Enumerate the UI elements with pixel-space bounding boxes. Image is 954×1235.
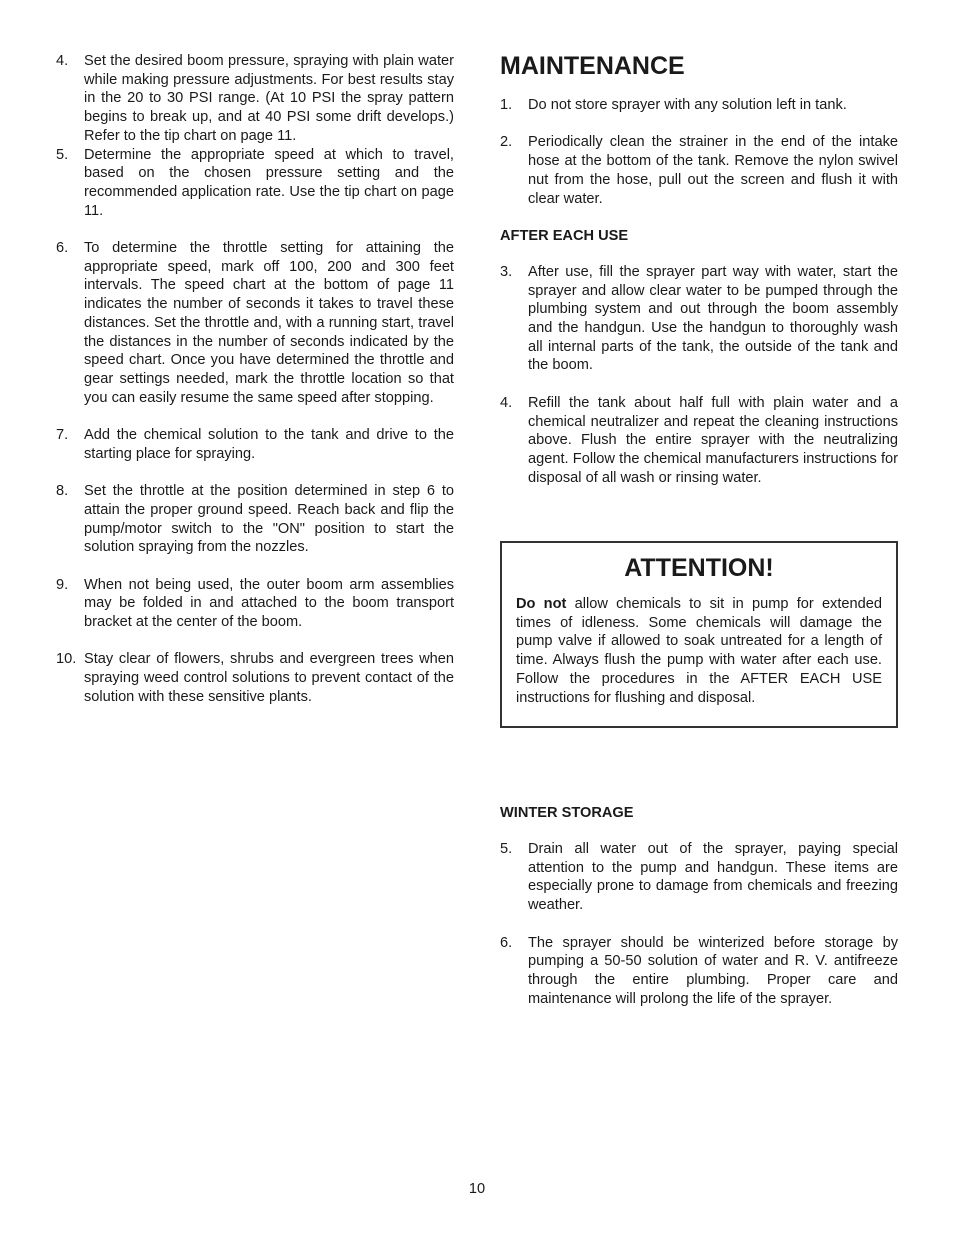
item-text: Periodically clean the strainer in the end of the intake hose at the bottom of the tank. Remove the nylon swivel nut from the hose, pull out the screen and flush it with clear water. (528, 134, 898, 207)
subsection-heading: WINTER STORAGE (500, 805, 634, 821)
page-number: 10 (468, 1181, 486, 1197)
attention-text (516, 595, 882, 707)
list-item (56, 482, 454, 557)
item-number: 9. (56, 576, 69, 593)
attention-box (500, 541, 898, 728)
list-item (500, 840, 898, 915)
list-item (500, 263, 898, 375)
subsection-heading: AFTER EACH USE (500, 227, 629, 244)
item-text: Do not store sprayer with any solution left in tank. (528, 97, 847, 113)
item-text: Stay clear of flowers, shrubs and evergreen trees when spraying weed control solutions to prevent contact of the solution with these sensitive plants. (84, 651, 454, 705)
section-title: MAINTENANCE (500, 52, 685, 80)
attention-title: ATTENTION! (624, 554, 774, 582)
item-number: 5. (500, 841, 513, 857)
list-item (56, 650, 454, 706)
left-column (56, 52, 454, 707)
item-text: Set the desired boom pressure, spraying with plain water while making pressure adjustments. For best results stay in the 20 to 30 PSI range. (At 10 PSI the spray pattern begins to break up, and at 40 PSI some drift develops.) Refer to the tip chart on page 11. (84, 53, 454, 144)
item-number: 4. (500, 394, 513, 411)
item-text: Refill the tank about half full with plain water and a chemical neutralizer and repeat the cleaning instructions above. Flush the entire sprayer with the neutralizing agent. Follow the chemical manufacturers instructions for disposal of all wash or rinsing water. (528, 394, 898, 486)
attention-body: allow chemicals to sit in pump for extended times of idleness. Some chemicals will damage the pump valve if allowed to soak untreated for a length of time. Always flush the pump with water after each use. Follow the procedures in the AFTER EACH USE instructions for flushing and disposal. (516, 596, 882, 706)
list-item (56, 426, 454, 463)
item-number: 2. (500, 134, 513, 151)
item-text: The sprayer should be winterized before storage by pumping a 50-50 solution of water and R. V. antifreeze through the entire plumbing. Proper care and maintenance will prolong the life of the sprayer. (528, 934, 898, 1007)
item-text: Add the chemical solution to the tank and drive to the starting place for spraying. (84, 427, 454, 462)
item-number: 3. (500, 263, 513, 280)
right-column (500, 52, 898, 487)
attention-emphasis: Do not (516, 596, 567, 612)
item-number: 7. (56, 427, 69, 444)
winter-storage-section (500, 804, 898, 1008)
item-number: 10. (56, 651, 77, 668)
list-item (500, 394, 898, 488)
item-text: To determine the throttle setting for attaining the appropriate speed, mark off 100, 200 and 300 feet intervals. The speed chart at the bottom of page 11 indicates the number of seconds it takes to travel these distances. Set the throttle and, with a running start, travel the distances in the number of seconds indicated by the speed chart. Once you have determined the throttle and gear settings needed, mark the throttle location so that you can easily resume the same speed after stopping. (84, 240, 454, 406)
item-text: When not being used, the outer boom arm assemblies may be folded in and attached to the boom transport bracket at the center of the boom. (84, 576, 454, 631)
list-item (500, 934, 898, 1009)
list-item (56, 576, 454, 632)
list-item (500, 133, 898, 208)
item-number: 4. (56, 53, 69, 69)
item-text: After use, fill the sprayer part way with water, start the sprayer and allow clear water to be pumped through the plumbing system and out through the boom assembly and the handgun. Use the handgun to thoroughly wash all internal parts of the tank, the outside of the tank and the boom. (528, 263, 898, 374)
item-text: Determine the appropriate speed at which to travel, based on the chosen pressure setting and the recommended application rate. Use the tip chart on page 11. (84, 146, 454, 219)
list-item (56, 146, 454, 221)
item-text: Drain all water out of the sprayer, paying special attention to the pump and handgun. These items are especially prone to damage from chemicals and freezing weather. (528, 841, 898, 914)
item-number: 8. (56, 483, 69, 500)
list-item (500, 96, 898, 115)
item-number: 6. (500, 934, 513, 951)
list-item (56, 239, 454, 407)
item-number: 5. (56, 146, 69, 163)
item-number: 6. (56, 240, 69, 257)
item-text: Set the throttle at the position determined in step 6 to attain the proper ground speed. Reach back and flip the pump/motor switch to the "ON" position to start the solution spraying from the nozzles. (84, 483, 454, 556)
item-number: 1. (500, 97, 513, 113)
list-item (56, 52, 454, 146)
